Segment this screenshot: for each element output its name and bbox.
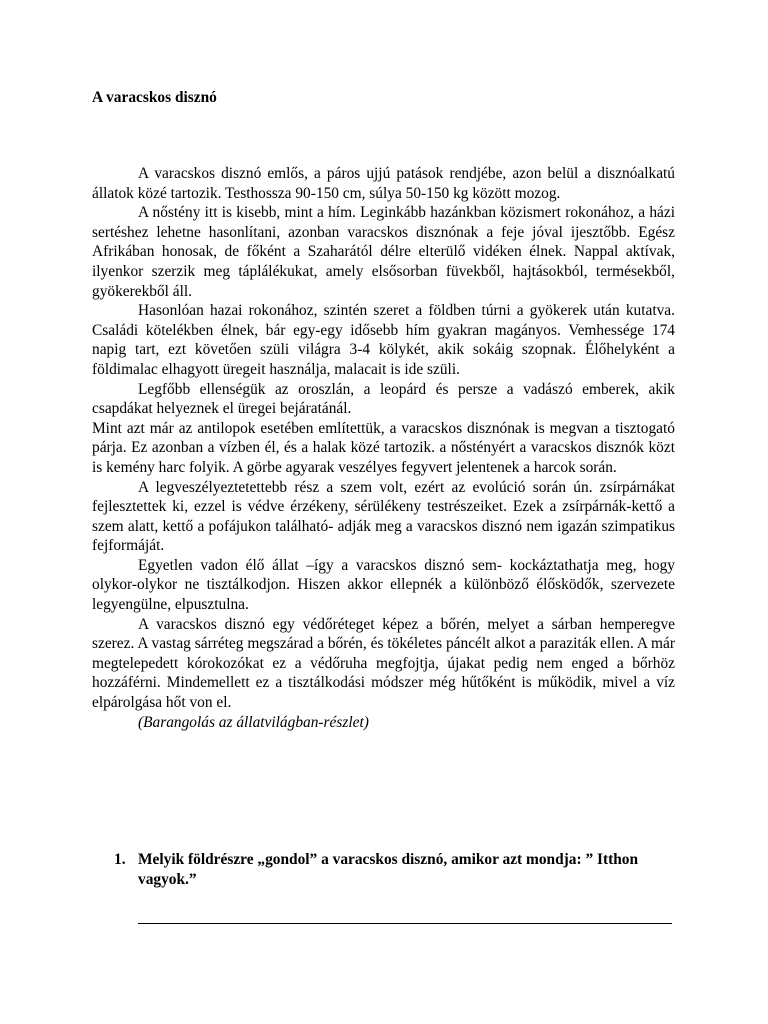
paragraph: Mint azt már az antilopok esetében említettük, a varacskos disznónak is megvan a tisztogató párja. Ez azonban a vízben él, és a halak közé tartozik. a nőstényért a varacskos disznók közt is kemény harc folyik. A görbe agyarak veszélyes fegyvert jelentenek a harcok során. xyxy=(92,419,675,476)
document-title: A varacskos disznó xyxy=(92,89,217,106)
answer-line[interactable] xyxy=(138,923,672,924)
paragraph: Egyetlen vadon élő állat –így a varacskos disznó sem- kockáztathatja meg, hogy olykor-olykor ne tisztálkodjon. Hiszen akkor ellepnék a különböző élősködők, szervezete legyengülne, elpusztulna. xyxy=(92,556,675,614)
question-text: Melyik földrészre „gondol” a varacskos disznó, amikor azt mondja: ” Itthon vagyok.” xyxy=(138,851,639,888)
paragraph: Legfőbb ellenségük az oroszlán, a leopárd és persze a vadászó emberek, akik csapdákat helyeznek el üregei bejáratánál. xyxy=(92,380,675,418)
paragraph: A legveszélyeztetettebb rész a szem volt, ezért az evolúció során ún. zsírpárnákat fejlesztettek ki, ezzel is védve érzékeny, sérülékeny testrészeiket. Ezek a zsírpárnák-kettő a szem alatt, kettő a pofájukon található- adják meg a varacskos disznó nem igazán szimpatikus fejformáját. xyxy=(92,478,675,555)
question-item xyxy=(114,850,679,889)
paragraph: A varacskos disznó emlős, a páros ujjú patások rendjébe, azon belül a disznóalkatú állatok közé tartozik. Testhossza 90-150 cm, súlya 50-150 kg között mozog. xyxy=(92,165,675,202)
article-body xyxy=(92,164,675,732)
question-number: 1. xyxy=(114,851,126,868)
source-citation: (Barangolás az állatvilágban-részlet) xyxy=(138,713,369,731)
paragraph: A varacskos disznó egy védőréteget képez a bőrén, melyet a sárban hemperegve szerez. A vastag sárréteg megszárad a bőrén, és tökéletes páncélt alkot a paraziták ellen. A már megtelepedett kórokozókat ez a védőruha megfojtja, újakat pedig nem enged a bőrhöz hozzáférni. Mindemellett ez a tisztálkodási módszer még hűtőként is működik, mivel a víz elpárolgása hőt von el. xyxy=(92,615,675,712)
paragraph: Hasonlóan hazai rokonához, szintén szeret a földben túrni a gyökerek után kutatva. Családi kötelékben élnek, bár egy-egy idősebb hím gyakran magányos. Vemhessége 174 napig tart, ezt követően szüli világra 3-4 kölykét, akik sokáig szopnak. Élőhelyként a földimalac elhagyott üregeit használja, malacait is ide szüli. xyxy=(92,302,675,378)
paragraph: A nőstény itt is kisebb, mint a hím. Leginkább hazánkban közismert rokonához, a házi sertéshez lehetne hasonlítani, azonban varacskos disznónak a feje jóval ijesztőbb. Egész Afrikában honosak, de főként a Szaharától délre elterülő vidéken élnek. Nappal aktívak, ilyenkor szerzik meg táplálékukat, amely elsősorban füvekből, hajtásokból, termésekből, gyökerekből áll. xyxy=(92,204,675,300)
